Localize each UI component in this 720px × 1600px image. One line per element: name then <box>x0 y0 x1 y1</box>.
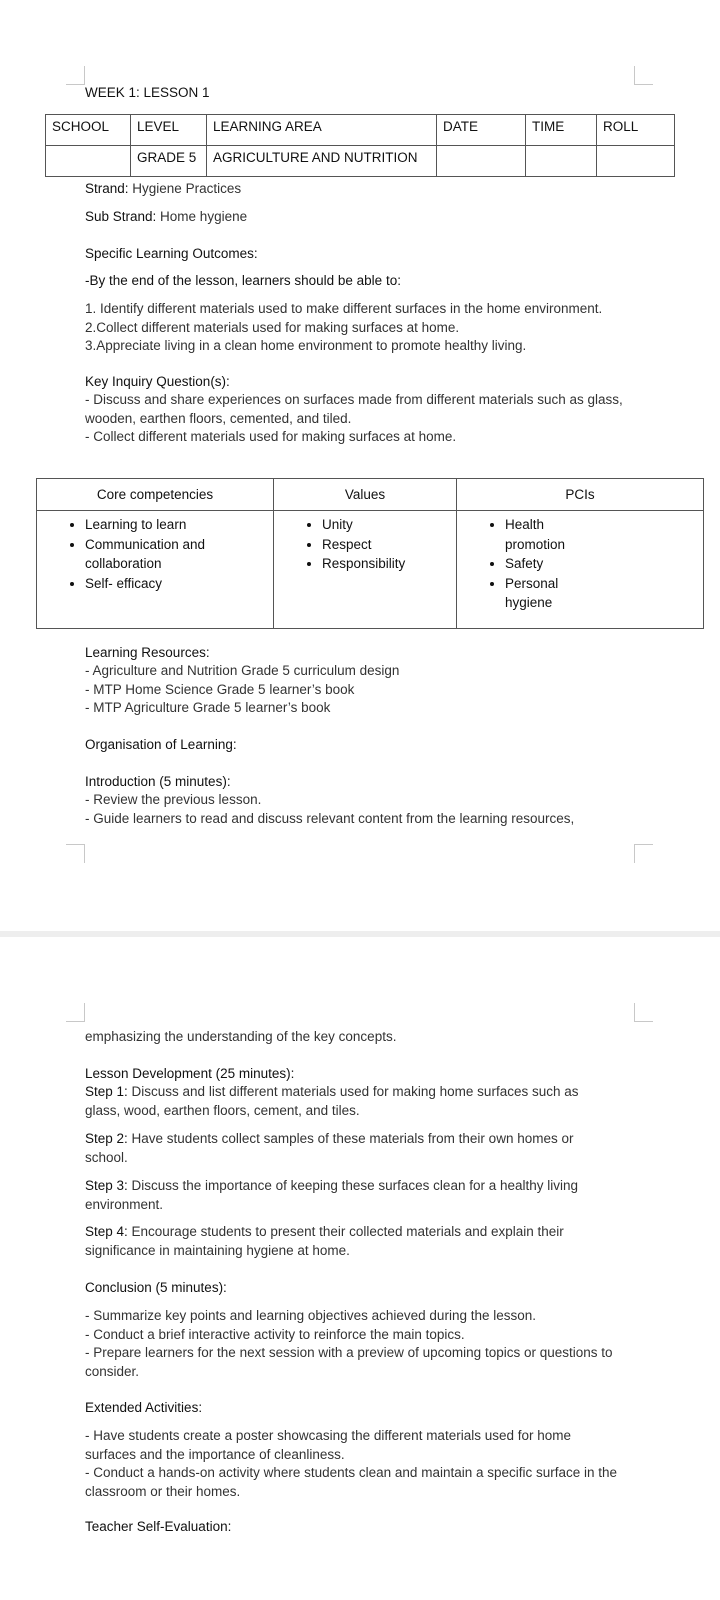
list-item: 1. Identify different materials used to make different surfaces in the home environment. <box>85 301 603 316</box>
document-page-2 <box>0 937 720 1600</box>
step-3 <box>85 1177 615 1214</box>
step-label: Step 4: <box>85 1224 128 1239</box>
step-1 <box>85 1083 615 1120</box>
table-header-row <box>46 115 675 146</box>
table-cell <box>526 146 597 177</box>
outcomes-heading: Specific Learning Outcomes: <box>85 246 258 261</box>
step-label: Step 3: <box>85 1178 128 1193</box>
list-item: • Personal hygiene <box>505 574 575 613</box>
margin-corner-bottom-right <box>634 844 653 863</box>
step-text: Discuss the importance of keeping these surfaces clean for a healthy living environment. <box>85 1178 579 1212</box>
introduction-continued: emphasizing the understanding of the key concepts. <box>85 1029 397 1044</box>
table-header-cell: ROLL <box>597 115 675 146</box>
outcomes-list <box>85 300 645 356</box>
table-cell <box>437 146 526 177</box>
table-header-cell: DATE <box>437 115 526 146</box>
pcis-cell <box>457 511 704 629</box>
list-item: - Have students create a poster showcasing the different materials used for home surfaces and the importance of cleanliness. <box>85 1428 572 1462</box>
list-item: - Summarize key points and learning objectives achieved during the lesson. <box>85 1308 536 1323</box>
list-item: - Conduct a brief interactive activity to reinforce the main topics. <box>85 1326 465 1342</box>
list-item: - Prepare learners for the next session with a preview of upcoming topics or questions to consider. <box>85 1345 613 1379</box>
list-item: • Respect <box>322 535 450 555</box>
strand-label: Strand: <box>85 181 129 196</box>
list-item: - Conduct a hands-on activity where students clean and maintain a specific surface in the classroom or their homes. <box>85 1465 618 1499</box>
list-item: • Communication and collaboration <box>85 535 225 574</box>
table-header-cell: Values <box>274 479 457 511</box>
list-item: • Self- efficacy <box>85 574 225 594</box>
step-label: Step 1: <box>85 1084 128 1099</box>
table-row <box>46 146 675 177</box>
margin-corner-bottom-left <box>66 844 85 863</box>
core-competencies-cell <box>37 511 274 629</box>
step-text: Have students collect samples of these materials from their own homes or school. <box>85 1131 574 1165</box>
extended-list <box>85 1427 625 1501</box>
sub-strand-value: Home hygiene <box>156 209 248 224</box>
conclusion-list <box>85 1307 630 1381</box>
resources-heading: Learning Resources: <box>85 645 210 660</box>
step-2 <box>85 1130 615 1167</box>
table-header-cell: Core competencies <box>37 479 274 511</box>
list-item: - Collect different materials used for making surfaces at home. <box>85 429 457 444</box>
list-item: - Review the previous lesson. <box>85 792 262 807</box>
table-cell: GRADE 5 <box>131 146 207 177</box>
sub-strand-line <box>85 208 645 227</box>
margin-corner-top-right <box>634 66 653 85</box>
week-lesson-title: WEEK 1: LESSON 1 <box>85 85 210 100</box>
table-row <box>37 511 704 629</box>
margin-corner-top-left <box>66 66 85 85</box>
sub-strand-label: Sub Strand: <box>85 209 157 224</box>
list-item: • Unity <box>322 515 450 535</box>
inquiry-list <box>85 391 625 447</box>
strand-line <box>85 180 645 199</box>
step-label: Step 2: <box>85 1131 128 1146</box>
list-item: • Responsibility <box>322 554 450 574</box>
list-item: - MTP Agriculture Grade 5 learner’s book <box>85 700 331 715</box>
lesson-info-table <box>45 114 675 177</box>
list-item: - Guide learners to read and discuss relevant content from the learning resources, <box>85 810 575 826</box>
resources-list <box>85 662 645 718</box>
step-text: Encourage students to present their collected materials and explain their significance in maintaining hygiene at home. <box>85 1224 564 1258</box>
table-cell <box>46 146 131 177</box>
introduction-heading: Introduction (5 minutes): <box>85 774 231 789</box>
evaluation-heading: Teacher Self-Evaluation: <box>85 1519 232 1534</box>
list-item: 2.Collect different materials used for making surfaces at home. <box>85 319 460 335</box>
margin-corner-top-right <box>634 1003 653 1022</box>
extended-heading: Extended Activities: <box>85 1400 203 1415</box>
table-header-row <box>37 479 704 511</box>
list-item: - Discuss and share experiences on surfaces made from different materials such as glass, wooden, earthen floors, cemented, and tiled. <box>85 392 623 426</box>
table-header-cell: PCIs <box>457 479 704 511</box>
organisation-heading: Organisation of Learning: <box>85 737 237 752</box>
table-header-cell: LEARNING AREA <box>207 115 437 146</box>
margin-corner-top-left <box>66 1003 85 1022</box>
list-item: - MTP Home Science Grade 5 learner’s book <box>85 681 355 697</box>
list-item: - Agriculture and Nutrition Grade 5 curriculum design <box>85 663 400 678</box>
table-header-cell: SCHOOL <box>46 115 131 146</box>
table-header-cell: TIME <box>526 115 597 146</box>
values-cell <box>274 511 457 629</box>
introduction-list <box>85 791 665 828</box>
list-item: • Safety <box>505 554 575 574</box>
outcomes-intro: -By the end of the lesson, learners should be able to: <box>85 273 401 288</box>
conclusion-heading: Conclusion (5 minutes): <box>85 1280 227 1295</box>
competencies-table <box>36 478 704 629</box>
list-item: • Learning to learn <box>85 515 225 535</box>
inquiry-heading: Key Inquiry Question(s): <box>85 374 230 389</box>
table-cell <box>597 146 675 177</box>
step-4 <box>85 1223 605 1260</box>
step-text: Discuss and list different materials used for making home surfaces such as glass, wood, earthen floors, cement, and tiles. <box>85 1084 579 1118</box>
table-cell: AGRICULTURE AND NUTRITION <box>207 146 437 177</box>
strand-value: Hygiene Practices <box>128 181 242 196</box>
development-heading: Lesson Development (25 minutes): <box>85 1066 295 1081</box>
list-item: • Health promotion <box>505 515 575 554</box>
table-header-cell: LEVEL <box>131 115 207 146</box>
list-item: 3.Appreciate living in a clean home environment to promote healthy living. <box>85 338 527 353</box>
